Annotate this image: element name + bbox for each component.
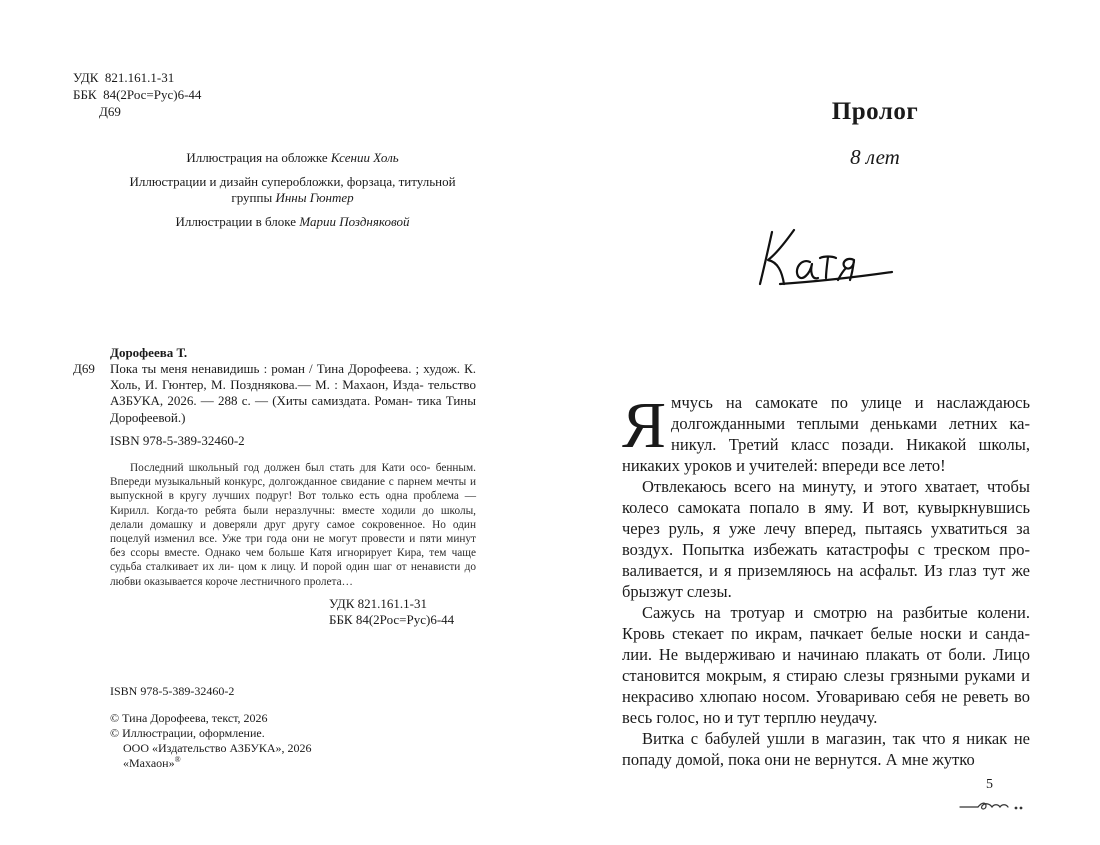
author-code: Д69 (73, 361, 95, 376)
trademark-symbol: ® (174, 755, 181, 764)
prologue-text (622, 389, 1030, 770)
flourish-ornament-icon (958, 798, 1038, 814)
copyright-text: © Тина Дорофеева, текст, 2026 (110, 711, 268, 725)
right-page-prologue (550, 0, 1100, 845)
copyright-publisher: ООО «Издательство АЗБУКА», 2026 (123, 741, 312, 755)
copyright-imprint: «Махаон»® (123, 755, 181, 770)
paragraph: Сажусь на тротуар и смотрю на разбитые колени. Кровь стекает по икрам, пачкает белые носки и санда- лии. Не выдерживаю и начинаю плакать от боли. Лицо становится мокрым, я стираю слезы грязными руками и некрасиво хлюпаю носом. Уговариваю себя не реветь во весь голос, но и тут терплю неудачу. (622, 603, 1030, 727)
annotation: Последний школьный год должен был стать для Кати осо- бенным. Впереди музыкальный конкурс, долгожданное свидание с парнем мечты и выпускной в кругу лучших подруг! Вот только есть одна проблема — Кирилл. Когда-то ребята были неразлучны: вместе ходили до школы, делали домашку и доверяли друг другу самое сокровенное. Но один поцелуй изменил все. Уже три года они не могут провести и пяти минут без ссоры вместе. Однако чем больше Катя игнорирует Кира, тем чаще судьба сталкивает их ли- цом к лицу. И порой один шаг от ненависти до любви оказывается короче лестничного пролета… (110, 462, 476, 588)
page-number: 5 (986, 777, 993, 792)
drop-cap: Я (622, 389, 667, 462)
classification-codes-bottom (329, 596, 454, 628)
paragraph: Витка с бабулей ушли в магазин, так что я никак не попаду домой, пока они не вернутся. А мне жутко (622, 729, 1030, 769)
paragraph: Отвлекаюсь всего на минуту, и этого хватает, чтобы колесо самоката попало в яму. И вот, кувыркнувшись через руль, я уже лечу вперед, пытаясь ухватиться за воздух. Попытка избежать катастрофы с треском про- валивается, и я приземляюсь на асфальт. Из глаз тут же брызжут слезы. (622, 477, 1030, 601)
credit-cover: Иллюстрация на обложке Ксении Холь (186, 150, 399, 165)
chapter-title: Пролог (831, 98, 919, 125)
bibliographic-description: Пока ты меня ненавидишь : роман / Тина Дорофеева. ; худож. К. Холь, И. Гюнтер, М. Позднякова.— М. : Махаон, Изда- тельство АЗБУКА, 2026. — 288 с. — (Хиты самиздата. Роман- тика Тины Дорофеевой.) (110, 361, 476, 425)
chapter-subtitle: 8 лет (850, 145, 900, 169)
bbk-code-bottom: ББК 84(2Рос=Рус)6-44 (329, 612, 455, 627)
handwritten-signature (750, 210, 900, 295)
copyright-illustrations: © Иллюстрации, оформление. (110, 726, 265, 740)
author-heading: Дорофеева Т. (110, 345, 188, 360)
bbk-code: ББК 84(2Рос=Рус)6-44 (73, 87, 202, 102)
isbn-bottom: ISBN 978-5-389-32460-2 (110, 684, 235, 698)
isbn: ISBN 978-5-389-32460-2 (110, 433, 245, 448)
credit-block: Иллюстрации в блоке Марии Поздняковой (175, 213, 410, 229)
classification-codes (73, 69, 201, 120)
udk-code-bottom: УДК 821.161.1-31 (329, 596, 428, 611)
illustration-credits (110, 150, 475, 237)
paragraph: Ямчусь на самокате по улице и наслаждаюсь долгожданными теплыми деньками летних ка- никул. Третий класс позади. Никакой школы, никаких уроков и учителей: впереди все лето! (622, 389, 1030, 475)
credit-design: Иллюстрации и дизайн суперобложки, форзаца, титульной группы Инны Гюнтер (129, 173, 456, 205)
udk-code: УДК 821.161.1-31 (73, 70, 175, 85)
author-mark: Д69 (73, 104, 121, 119)
copyright-block (110, 711, 312, 771)
